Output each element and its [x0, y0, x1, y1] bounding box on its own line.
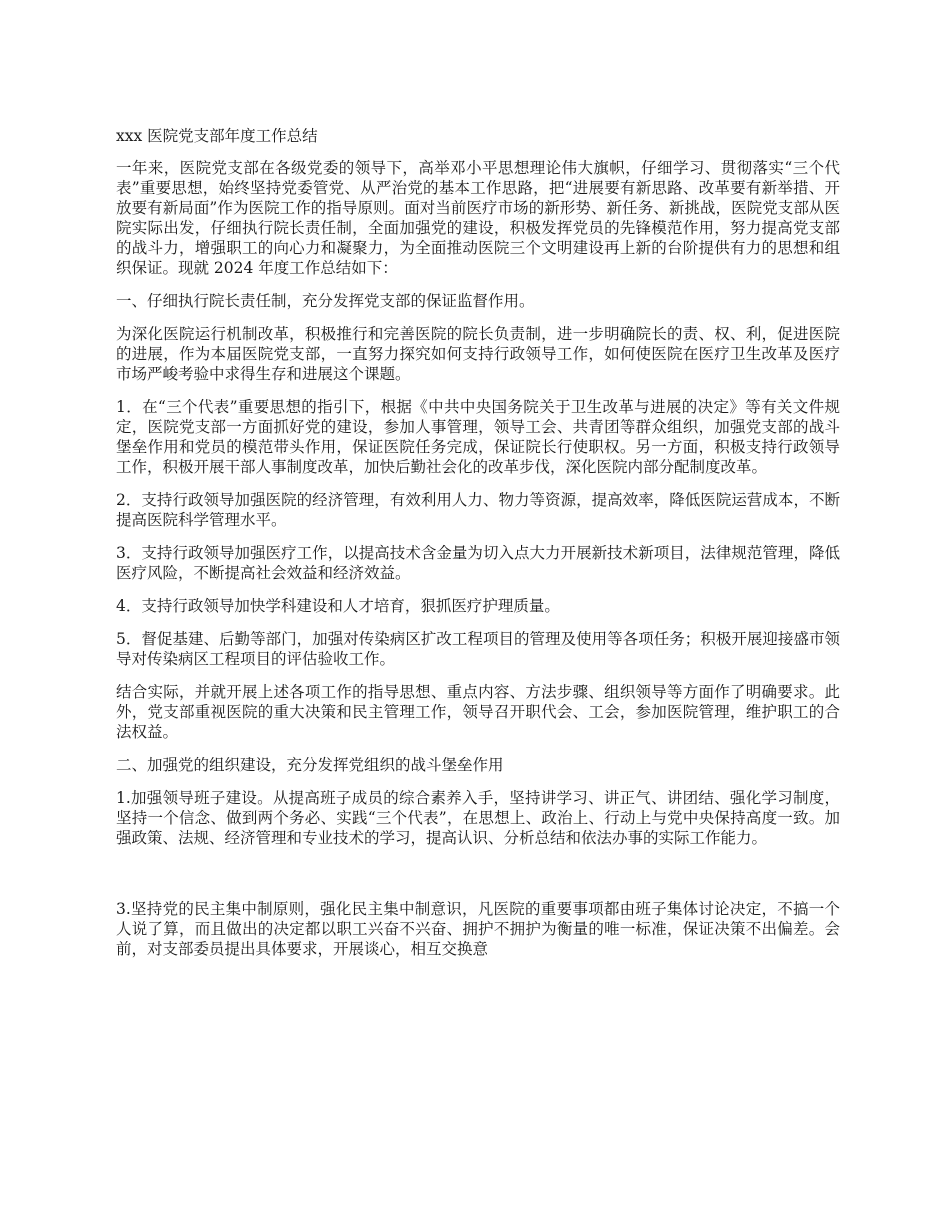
section-heading-2: 二、加强党的组织建设，充分发挥党组织的战斗堡垒作用: [116, 756, 504, 774]
paragraph-item-1: 1．在“三个代表”重要思想的指引下，根据《中共中央国务院关于卫生改革与进展的决定》等有关文件规定，医院党支部一方面抓好党的建设，参加人事管理，领导工会、共青团等群众组织，加强党支部的战斗堡垒作用和党员的模范带头作用，保证医院任务完成，保证院长行使职权。另一方面，积极支持行政领导工作，积极开展干部人事制度改革，加快后勤社会化的改革步伐，深化医院内部分配制度改革。: [116, 398, 840, 476]
paragraph-section2-item-3: 3.坚持党的民主集中制原则，强化民主集中制意识，凡医院的重要事项都由班子集体讨论决定，不搞一个人说了算，而且做出的决定都以职工兴奋不兴奋、拥护不拥护为衡量的唯一标准，保证决策不出偏差。会前，对支部委员提出具体要求，开展谈心，相互交换意: [116, 900, 840, 958]
paragraph-item-5: 5．督促基建、后勤等部门，加强对传染病区扩改工程项目的管理及使用等各项任务；积极开展迎接盛市领导对传染病区工程项目的评估验收工作。: [116, 630, 840, 668]
paragraph-item-2: 2．支持行政领导加强医院的经济管理，有效利用人力、物力等资源，提高效率，降低医院运营成本，不断提高医院科学管理水平。: [116, 491, 840, 529]
paragraph-section2-item-1: 1.加强领导班子建设。从提高班子成员的综合素养入手，坚持讲学习、讲正气、讲团结、强化学习制度，坚持一个信念、做到两个务必、实践“三个代表”，在思想上、政治上、行动上与党中央保持高度一致。加强政策、法规、经济管理和专业技术的学习，提高认识、分析总结和依法办事的实际工作能力。: [116, 789, 840, 847]
paragraph-intro: 一年来，医院党支部在各级党委的领导下，高举邓小平思想理论伟大旗帜，仔细学习、贯彻落实“三个代表”重要思想，始终坚持党委管党、从严治党的基本工作思路，把“进展要有新思路、改革要有新举措、开放要有新局面”作为医院工作的指导原则。面对当前医疗市场的新形势、新任务、新挑战，医院党支部从医院实际出发，仔细执行院长责任制，全面加强党的建设，积极发挥党员的先锋模范作用，努力提高党支部的战斗力，增强职工的向心力和凝聚力，为全面推动医院三个文明建设再上新的台阶提供有力的思想和组织保证。现就 2024 年度工作总结如下：: [116, 159, 840, 277]
document-page: [116, 122, 840, 972]
paragraph-section1-intro: 为深化医院运行机制改革，积极推行和完善医院的院长负责制，进一步明确院长的责、权、利，促进医院的进展，作为本届医院党支部，一直努力探究如何支持行政领导工作，如何使医院在医疗卫生改革及医疗市场严峻考验中求得生存和进展这个课题。: [116, 325, 840, 383]
blank-gap: [116, 861, 840, 899]
paragraph-item-4: 4．支持行政领导加快学科建设和人才培育，狠抓医疗护理质量。: [116, 597, 560, 615]
paragraph-item-3: 3．支持行政领导加强医疗工作，以提高技术含金量为切入点大力开展新技术新项目，法律规范管理，降低医疗风险，不断提高社会效益和经济效益。: [116, 544, 840, 582]
section-heading-1: 一、仔细执行院长责任制，充分发挥党支部的保证监督作用。: [116, 292, 535, 310]
document-title: xxx 医院党支部年度工作总结: [116, 127, 318, 145]
paragraph-section1-summary: 结合实际，并就开展上述各项工作的指导思想、重点内容、方法步骤、组织领导等方面作了明确要求。此外，党支部重视医院的重大决策和民主管理工作，领导召开职代会、工会，参加医院管理，维护职工的合法权益。: [116, 683, 840, 741]
